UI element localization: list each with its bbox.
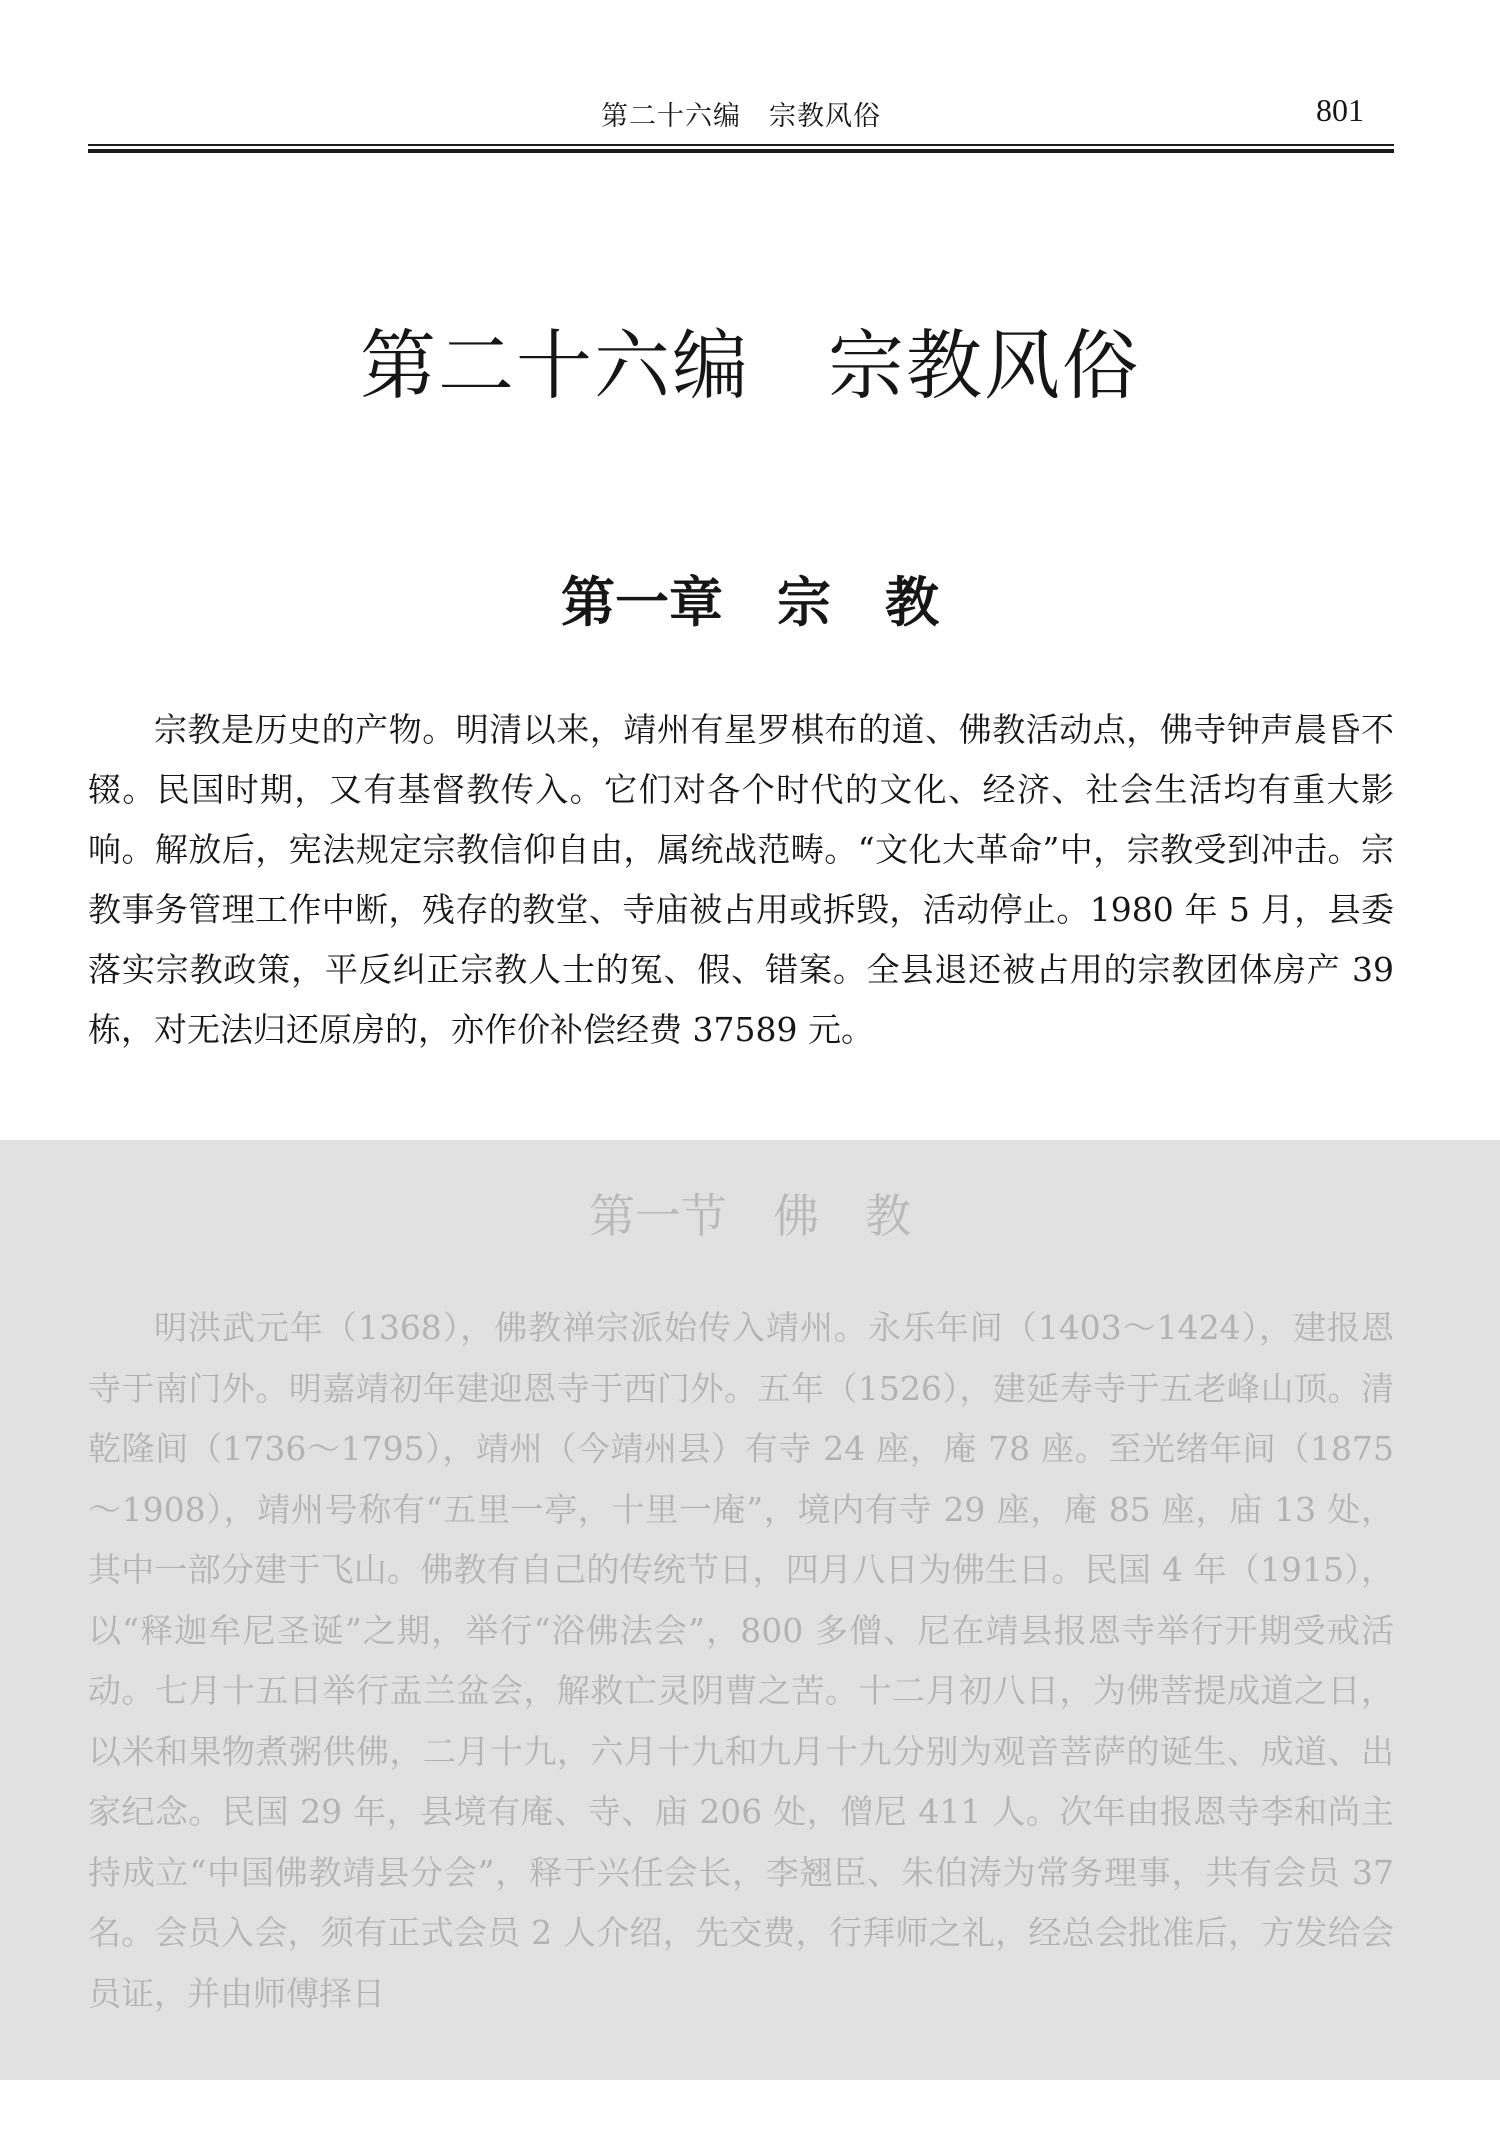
page-number: 801 xyxy=(1316,92,1364,128)
section-title: 第一节 佛 教 xyxy=(589,1189,911,1243)
running-head-title: 第二十六编 宗教风俗 xyxy=(601,101,881,132)
intro-paragraph: 宗教是历史的产物。明清以来，靖州有星罗棋布的道、佛教活动点，佛寺钟声晨昏不辍。民国时期，又有基督教传入。它们对各个时代的文化、经济、社会生活均有重大影响。解放后，宪法规定宗教信仰自由，属统战范畴。“文化大革命”中，宗教受到冲击。宗教事务管理工作中断，残存的教堂、寺庙被占用或拆毁，活动停止。1980 年 5 月，县委落实宗教政策，平反纠正宗教人士的冤、假、错案。全县退还被占用的宗教团体房产 39 栋，对无法归还原房的，亦作价补偿经费 37589 元。 xyxy=(88,710,1394,1049)
chapter-title: 第一章 宗 教 xyxy=(561,571,939,634)
running-head xyxy=(88,84,1394,146)
part-title: 第二十六编 宗教风俗 xyxy=(360,321,1140,410)
section-paragraph: 明洪武元年（1368），佛教禅宗派始传入靖州。永乐年间（1403～1424），建报恩寺于南门外。明嘉靖初年建迎恩寺于西门外。五年（1526），建延寿寺于五老峰山顶。清乾隆间（1736～1795），靖州（今靖州县）有寺 24 座，庵 78 座。至光绪年间（1875～1908），靖州号称有“五里一亭，十里一庵”，境内有寺 29 座，庵 85 座，庙 13 处，其中一部分建于飞山。佛教有自己的传统节日，四月八日为佛生日。民国 4 年（1915），以“释迦牟尼圣诞”之期，举行“浴佛法会”，800 多僧、尼在靖县报恩寺举行开期受戒活动。七月十五日举行盂兰盆会，解救亡灵阴曹之苦。十二月初八日，为佛菩提成道之日，以米和果物煮粥供佛，二月十九，六月十九和九月十九分别为观音菩萨的诞生、成道、出家纪念。民国 29 年，县境有庵、寺、庙 206 处，僧尼 411 人。次年由报恩寺李和尚主持成立“中国佛教靖县分会”，释于兴任会长，李翘臣、朱伯涛为常务理事，共有会员 37 名。会员入会，须有正式会员 2 人介绍，先交费，行拜师之礼，经总会批准后，方发给会员证，并由师傅择日 xyxy=(88,1308,1394,2013)
